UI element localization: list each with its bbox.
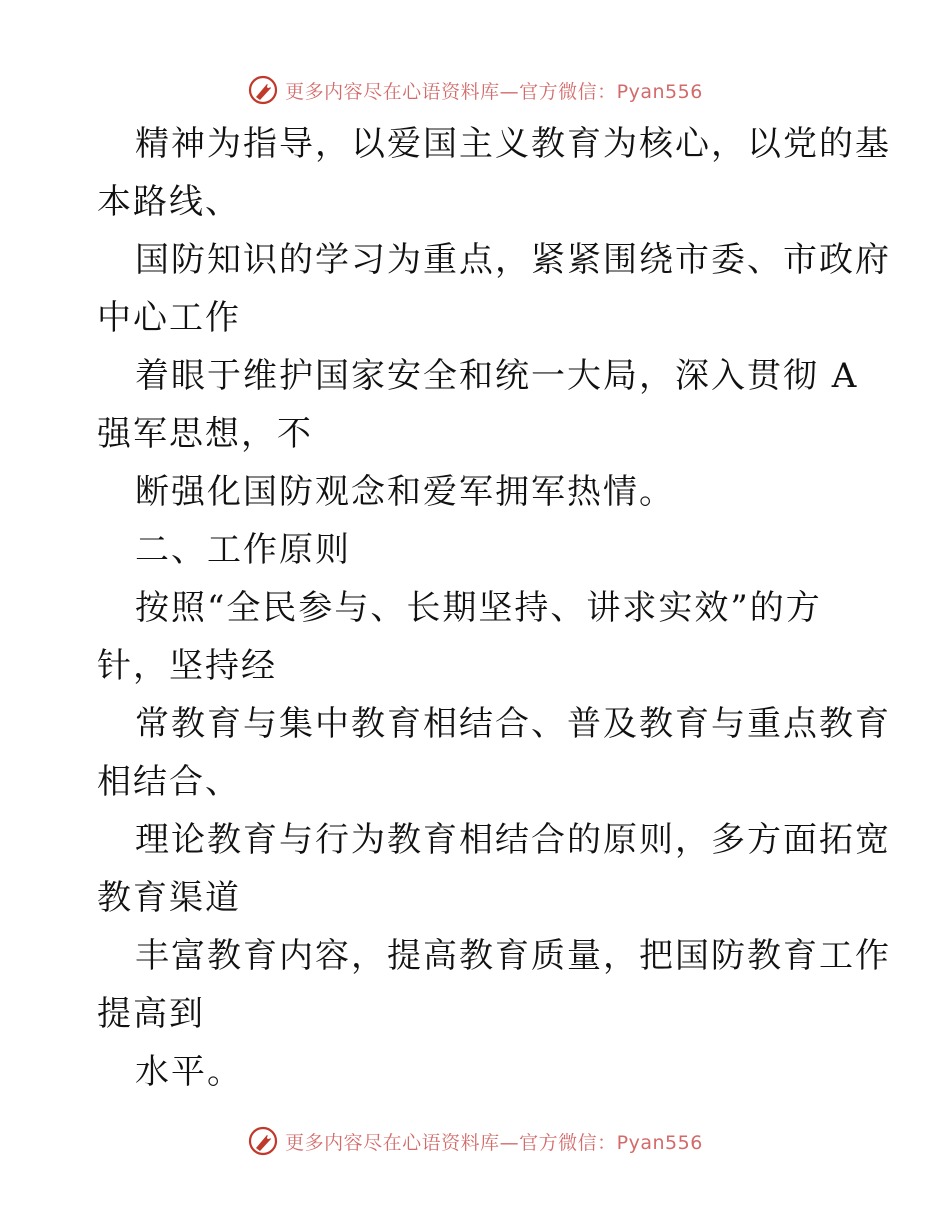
footer-watermark-banner bbox=[0, 1123, 950, 1159]
watermark-wechat-text: 官方微信：Pyan556 bbox=[519, 80, 703, 103]
paragraph-line: 教育渠道 bbox=[97, 878, 241, 918]
paragraph-line: 着眼于维护国家安全和统一大局，深入贯彻 A bbox=[135, 356, 859, 396]
paragraph-line: 强军思想，不 bbox=[97, 414, 313, 454]
watermark-separator: — bbox=[499, 1131, 520, 1154]
watermark-text bbox=[285, 1128, 703, 1155]
section-heading: 二、工作原则 bbox=[135, 530, 351, 570]
watermark-wechat-text: 官方微信：Pyan556 bbox=[519, 1131, 703, 1154]
paragraph-line: 国防知识的学习为重点，紧紧围绕市委、市政府 bbox=[135, 240, 891, 280]
watermark-separator: — bbox=[499, 80, 520, 103]
paragraph-line: 相结合、 bbox=[97, 762, 241, 802]
watermark-text bbox=[285, 77, 703, 104]
paragraph-line: 中心工作 bbox=[97, 298, 241, 338]
paragraph-line: 提高到 bbox=[97, 994, 205, 1034]
paragraph-line: 丰富教育内容，提高教育质量，把国防教育工作 bbox=[135, 936, 891, 976]
watermark-site-text: 更多内容尽在心语资料库 bbox=[285, 80, 500, 103]
paragraph-line: 断强化国防观念和爱军拥军热情。 bbox=[135, 472, 675, 512]
paragraph-line: 水平。 bbox=[135, 1052, 243, 1092]
document-body bbox=[97, 115, 891, 1101]
header-watermark-banner bbox=[0, 72, 950, 108]
paragraph-line: 针，坚持经 bbox=[97, 646, 277, 686]
paragraph-line: 理论教育与行为教育相结合的原则，多方面拓宽 bbox=[135, 820, 891, 860]
pen-nib-logo-icon bbox=[247, 74, 279, 106]
paragraph-line: 常教育与集中教育相结合、普及教育与重点教育 bbox=[135, 704, 891, 744]
paragraph-line: 本路线、 bbox=[97, 182, 241, 222]
paragraph-line: 精神为指导，以爱国主义教育为核心，以党的基 bbox=[135, 124, 891, 164]
pen-nib-logo-icon bbox=[247, 1125, 279, 1157]
paragraph-line: 按照“全民参与、长期坚持、讲求实效”的方 bbox=[135, 588, 822, 628]
watermark-site-text: 更多内容尽在心语资料库 bbox=[285, 1131, 500, 1154]
